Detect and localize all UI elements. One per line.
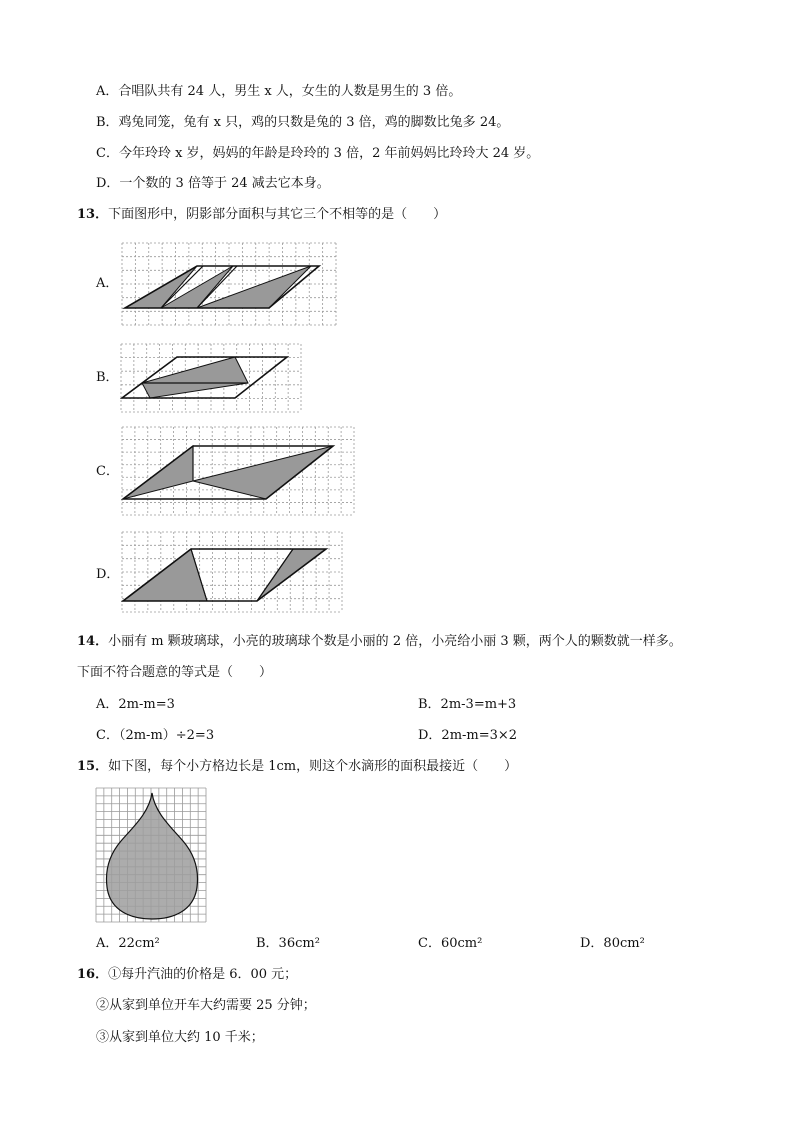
q15-option-c[interactable]: C．60cm²	[418, 936, 483, 951]
q13-label-c[interactable]: C．	[96, 464, 119, 479]
q15-stem	[77, 759, 517, 775]
q16-item-1-text: ①每升汽油的价格是 6．00 元；	[108, 967, 298, 982]
q15-stem-text: 如下图，每个小方格边长是 1cm，则这个水滴形的面积最接近（ ）	[108, 759, 518, 774]
q13-figure-d	[121, 531, 343, 613]
q15-option-b[interactable]: B．36cm²	[256, 936, 320, 951]
q14-option-b[interactable]: B．2m-3=m+3	[418, 697, 517, 712]
q13-label-a[interactable]: A．	[96, 276, 119, 291]
q15-option-a[interactable]: A．22cm²	[96, 936, 160, 951]
q14-stem-text: 小丽有 m 颗玻璃球，小亮的玻璃球个数是小丽的 2 倍，小亮给小丽 3 颗，两个人的颗数就一样多。	[108, 634, 682, 649]
q15-option-d[interactable]: D．80cm²	[580, 936, 645, 951]
q13-stem	[77, 207, 446, 223]
q14-number: 14．	[77, 634, 109, 649]
q16-item-1	[77, 967, 297, 983]
q12-option-c[interactable]: C．今年玲玲 x 岁，妈妈的年龄是玲玲的 3 倍，2 年前妈妈比玲玲大 24 岁。	[96, 146, 540, 161]
q12-option-a[interactable]: A．合唱队共有 24 人，男生 x 人，女生的人数是男生的 3 倍。	[96, 84, 462, 99]
q12-option-b[interactable]: B．鸡兔同笼，兔有 x 只，鸡的只数是兔的 3 倍，鸡的脚数比兔多 24。	[96, 115, 510, 130]
shaded-quadrilateral	[142, 357, 248, 398]
q13-number: 13．	[77, 207, 109, 222]
q13-figure-b	[120, 343, 302, 413]
q14-option-d[interactable]: D．2m-m=3×2	[418, 728, 518, 743]
q14-stem-line2: 下面不符合题意的等式是（ ）	[77, 665, 273, 680]
q16-item-3: ③从家到单位大约 10 千米；	[96, 1030, 264, 1045]
q13-stem-text: 下面图形中，阴影部分面积与其它三个不相等的是（ ）	[108, 207, 447, 222]
q13-label-b[interactable]: B．	[96, 370, 119, 385]
q14-option-a[interactable]: A．2m-m=3	[96, 697, 175, 712]
shaded-triangle	[193, 446, 333, 499]
q16-item-2: ②从家到单位开车大约需要 25 分钟；	[96, 998, 316, 1013]
q15-waterdrop-figure	[95, 787, 210, 925]
q13-figure-c	[121, 426, 355, 516]
q13-label-d[interactable]: D．	[96, 567, 120, 582]
grid	[122, 243, 336, 325]
q12-option-d[interactable]: D．一个数的 3 倍等于 24 减去它本身。	[96, 176, 330, 191]
shaded-triangle	[123, 549, 207, 601]
q14-option-c[interactable]: C．（2m-m）÷2=3	[96, 728, 215, 743]
q14-stem-line1	[77, 634, 682, 650]
q13-figure-a	[121, 242, 337, 326]
q15-number: 15．	[77, 759, 109, 774]
q16-number: 16．	[77, 967, 109, 982]
